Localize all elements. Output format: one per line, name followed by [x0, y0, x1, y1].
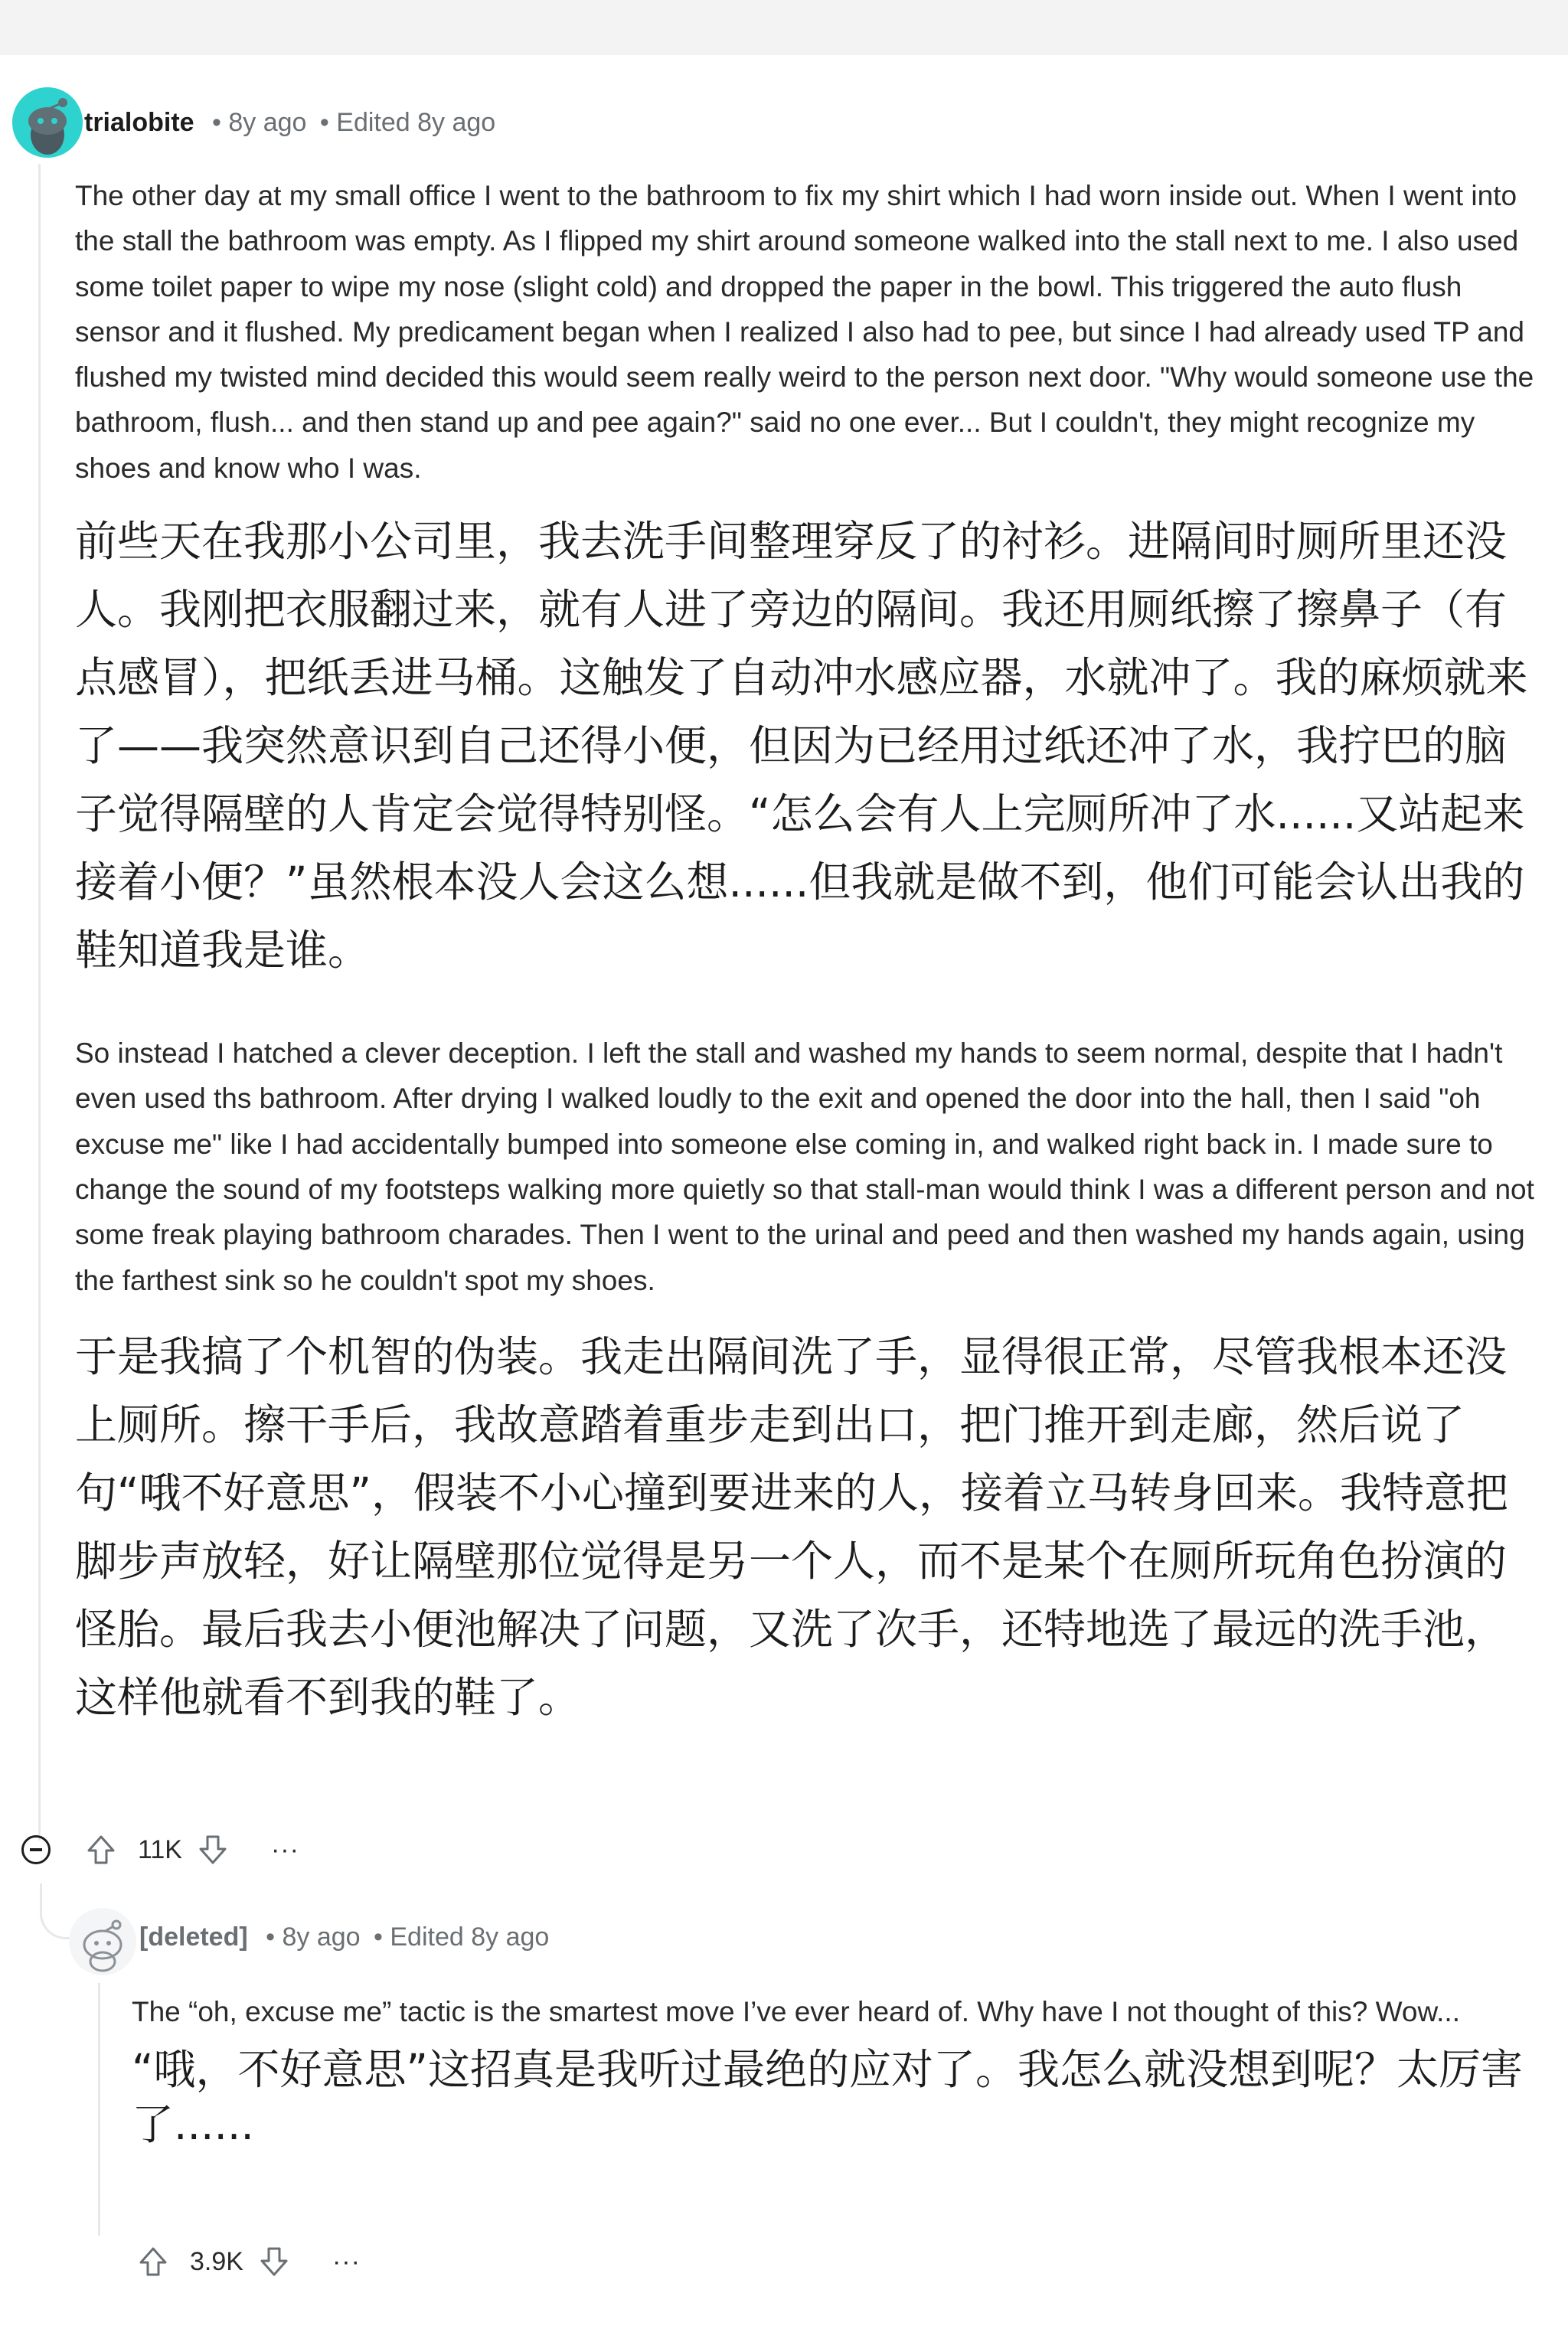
comment-paragraph-2-en: So instead I hatched a clever deception. I left the stall and washed my hands to seem normal, despite that I hadn't even used ths bathroom. After drying I walked loudly to the exit and opened the door into the hall, then I said "oh excuse me" like I had accidentally bumped into someone else coming in, and walked right back in. I made sure to change the sound of my footsteps walking more quietly so that stall-man would think I was a different person and not some freak playing bathroom charades. Then I went to the urinal and peed and then washed my hands again, using the farthest sink so he couldn't spot my shoes.: [75, 1037, 1534, 1296]
reply-thread-line[interactable]: [98, 1983, 100, 2236]
bottom-edge: [0, 2298, 1568, 2352]
upvote-arrow-icon[interactable]: [136, 2245, 170, 2278]
downvote-arrow-icon[interactable]: [257, 2245, 291, 2278]
downvote-arrow-icon[interactable]: [196, 1833, 230, 1867]
collapse-thread-icon[interactable]: [21, 1835, 51, 1864]
reply-meta: [139, 1920, 549, 1954]
comment-edited-label: • Edited 8y ago: [319, 108, 496, 137]
comment-timestamp: • 8y ago: [212, 108, 307, 137]
comment-body: [75, 173, 1539, 1732]
reply-username: [deleted]: [139, 1922, 248, 1952]
reddit-snoo-avatar-icon[interactable]: [12, 87, 83, 158]
reply-edited-label: • Edited 8y ago: [374, 1922, 550, 1952]
comment-username[interactable]: trialobite: [84, 108, 194, 137]
more-options-button[interactable]: ···: [270, 1834, 299, 1864]
reply-more-options-button[interactable]: ···: [332, 2246, 361, 2276]
reply-timestamp: • 8y ago: [266, 1922, 361, 1952]
upvote-arrow-icon[interactable]: [84, 1833, 118, 1867]
deleted-user-avatar-icon: [67, 1906, 138, 1977]
comment-meta: [84, 106, 495, 139]
comment-action-bar: [21, 1833, 299, 1867]
comment-paragraph-1-en: The other day at my small office I went to the bathroom to fix my shirt which I had worn inside out. When I went into the stall the bathroom was empty. As I flipped my shirt around someone walked into the stall next to me. I also used some toilet paper to wipe my nose (slight cold) and dropped the paper in the bowl. This triggered the auto flush sensor and it flushed. My predicament began when I realized I also had to pee, but since I had already used TP and flushed my twisted mind decided this would seem really weird to the person next door. "Why would someone use the bathroom, flush... and then stand up and pee again?" said no one ever... But I couldn't, they might recognize my shoes and know who I was.: [75, 180, 1534, 484]
thread-line[interactable]: [38, 164, 41, 1841]
comment-paragraph-2-zh: 于是我搞了个机智的伪装。我走出隔间洗了手，显得很正常，尽管我根本还没上厕所。擦干手后，我故意踏着重步走到出口，把门推开到走廊，然后说了句“哦不好意思”，假装不小心撞到要进来的人，接着立马转身回来。我特意把脚步声放轻，好让隔壁那位觉得是另一个人，而不是某个在厕所玩角色扮演的怪胎。最后我去小便池解决了问题，又洗了次手，还特地选了最远的洗手池，这样他就看不到我的鞋了。: [75, 1331, 1508, 1722]
comment-score: 11K: [138, 1834, 182, 1864]
reply-text-zh: “哦，不好意思”这招真是我听过最绝的应对了。我怎么就没想到呢？太厉害了......: [132, 2045, 1523, 2150]
reply-score: 3.9K: [190, 2246, 243, 2276]
comment-paragraph-1-zh: 前些天在我那小公司里，我去洗手间整理穿反了的衬衫。进隔间时厕所里还没人。我刚把衣服翻过来，就有人进了旁边的隔间。我还用厕纸擦了擦鼻子（有点感冒），把纸丢进马桶。这触发了自动冲水感应器，水就冲了。我的麻烦就来了——我突然意识到自己还得小便，但因为已经用过纸还冲了水，我拧巴的脑子觉得隔壁的人肯定会觉得特别怪。“怎么会有人上完厕所冲了水......又站起来接着小便？”虽然根本没人会这么想......但我就是做不到，他们可能会认出我的鞋知道我是谁。: [75, 517, 1528, 975]
reply-text-en: The “oh, excuse me” tactic is the smartest move I’ve ever heard of. Why have I not thought of this? Wow...: [132, 1996, 1460, 2027]
reply-action-bar: [136, 2245, 361, 2278]
top-background-strip: [0, 0, 1568, 55]
reply-body: [132, 1989, 1540, 2152]
